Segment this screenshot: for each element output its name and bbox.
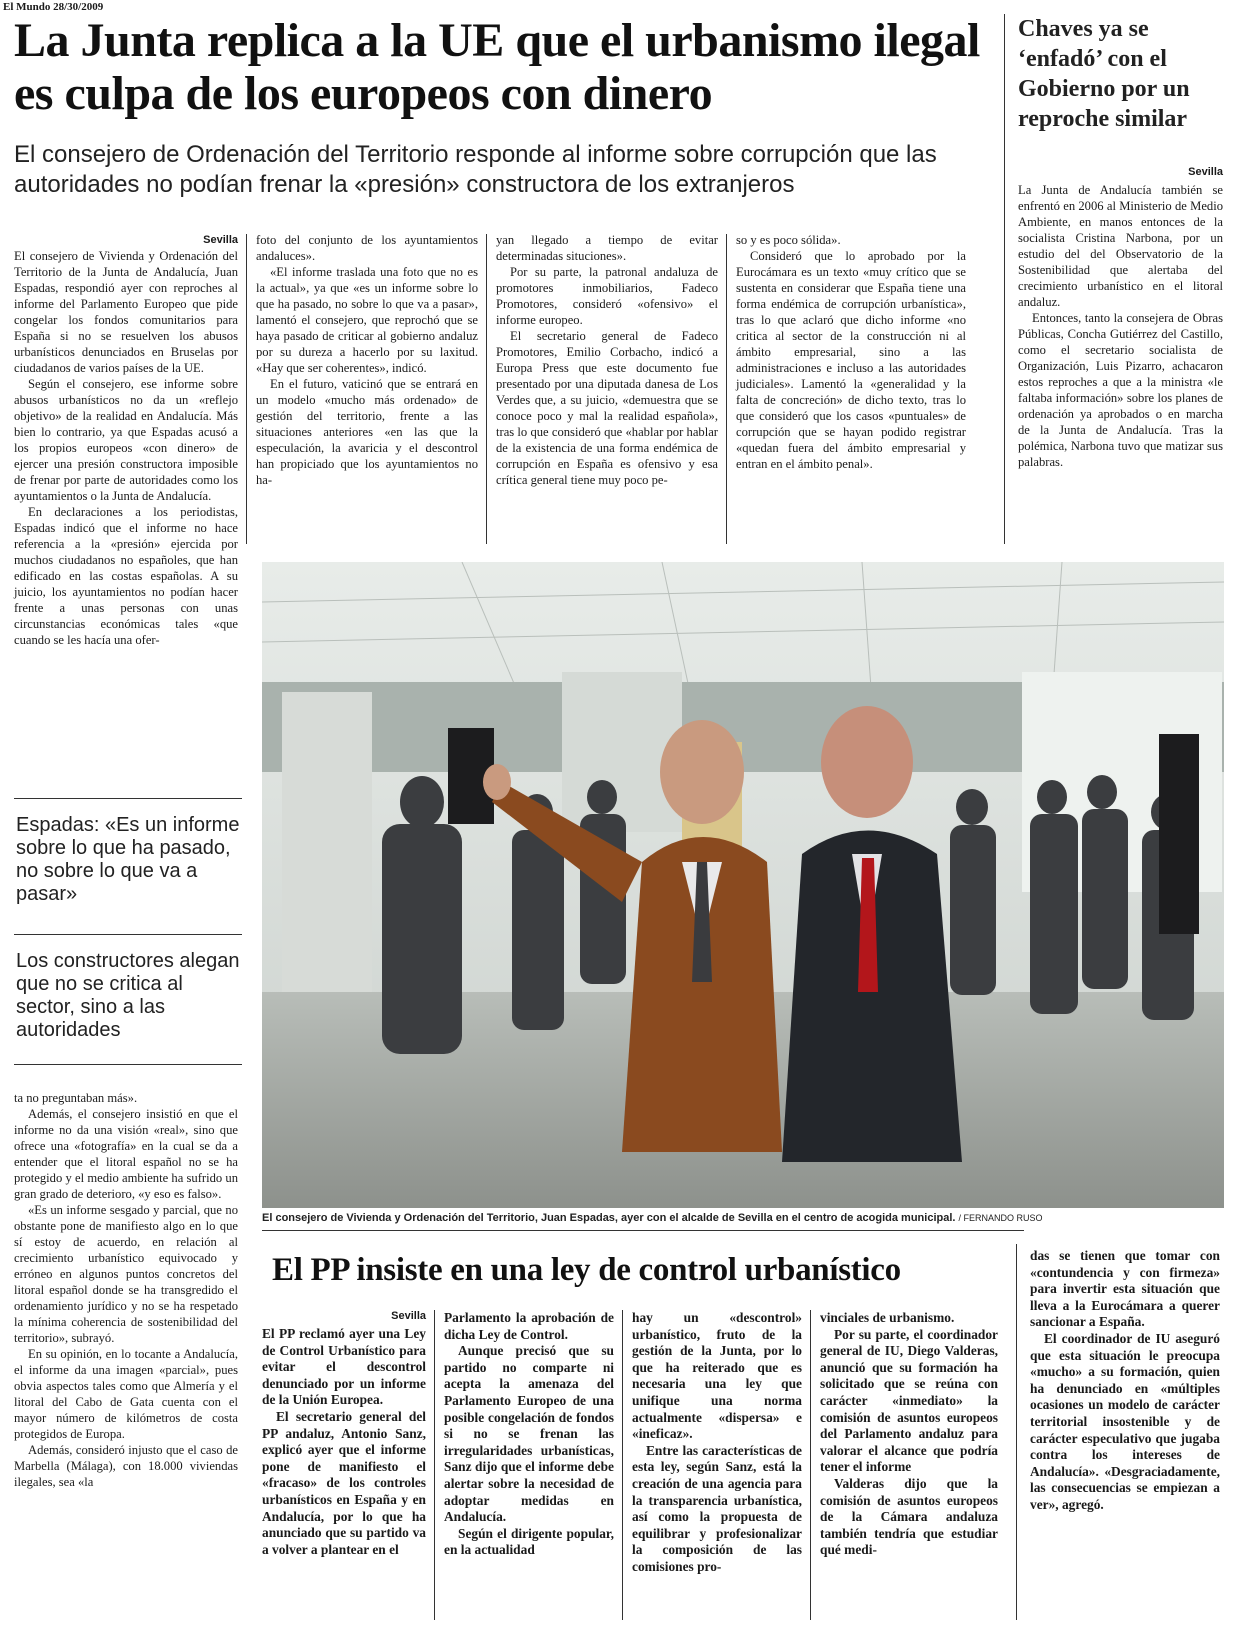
second-column-3	[632, 1310, 802, 1576]
main-paragraph: El secretario general de Fadeco Promotores, Emilio Corbacho, indicó a Europa Press que este documento fue presentado por una diputada danesa de Los Verdes que, a su juicio, «demuestra que se conoce poco y mal la realidad española», tras lo que consideró que «hablar por hablar de la existencia de una forma endémica de corrupción en España es ofensivo y esa crítica general tiene muy poco pe-	[496, 329, 718, 487]
second-paragraph: El PP reclamó ayer una Ley de Control Urbanístico para evitar el descontrol denunciado por un informe de la Unión Europea.	[262, 1326, 426, 1408]
main-city: Sevilla	[203, 234, 238, 246]
photo-caption	[262, 1212, 1224, 1224]
main-paragraph: «Es un informe sesgado y parcial, que no obstante pone de manifiesto algo en lo que sí estoy de acuerdo, en relación al crecimiento urbanístico equivocado y erróneo en algunos puntos concretos del litoral español donde se ha transgredido el ordenamiento jurídico y no se ha respetado la mínima coherencia de sostenibilidad del territorio», subrayó.	[14, 1203, 238, 1345]
main-subheadline: El consejero de Ordenación del Territorio responde al informe sobre corrupción que las autoridades no podían frenar la «presión» constructora de los extranjeros	[14, 141, 937, 198]
main-paragraph: foto del conjunto de los ayuntamientos andaluces».	[256, 233, 478, 263]
column-divider	[622, 1310, 623, 1620]
second-paragraph: das se tienen que tomar con «contundencia y con firmeza» para invertir esta situación que lleva a la Eurocámara a querer sancionar a España.	[1030, 1248, 1220, 1330]
column-divider	[486, 234, 487, 544]
second-paragraph: El coordinador de IU aseguró que esta situación le preocupa «mucho» a su formación, quien ha denunciado en «múltiples ocasiones un modelo de carácter territorial insostenible y de carácter especulativo que jugaba contra los intereses de Andalucía». «Desgraciadamente, las consecuencias se empiezan a ver», agregó.	[1030, 1330, 1220, 1512]
column-divider	[726, 234, 727, 544]
main-column-3	[496, 232, 718, 488]
main-paragraph: «El informe traslada una foto que no es la actual», ya que «es un informe sobre lo que ha pasado, no sobre lo que va a pasar», lamentó el consejero, que reprochó que se haya pasado de criticar al gobierno andaluz por su dureza a hacerlo por su laxitud. «Hay que ser coherentes», indicó.	[256, 265, 478, 375]
pullquote-rule	[14, 934, 242, 935]
main-paragraph: En el futuro, vaticinó que se entrará en un modelo «mucho más ordenado» de gestión del territorio, frente a las situaciones anteriores «en las que la especulación, la avaricia y el descontrol han propiciado que los ayuntamientos no ha-	[256, 377, 478, 487]
column-divider	[246, 234, 247, 544]
sidebar-body	[1018, 182, 1223, 470]
second-column-2	[444, 1310, 614, 1559]
second-paragraph: hay un «descontrol» urbanístico, fruto de la gestión de la Junta, por lo que ha reiterado que es necesaria una ley que unifique una norma actualmente «dispersa» e «ineficaz».	[632, 1310, 802, 1442]
second-paragraph: Entre las características de esta ley, según Sanz, está la creación de una agencia para la transparencia urbanística, así como la propuesta de equilibrar y profesionalizar la composición de las comisiones pro-	[632, 1442, 802, 1574]
news-photo	[262, 562, 1224, 1208]
second-headline: El PP insiste en una ley de control urbanístico	[272, 1252, 901, 1288]
second-paragraph: Aunque precisó que su partido no comparte ni acepta la amenaza del Parlamento Europeo de una posible congelación de fondos si no se frenan las irregularidades urbanísticas, Sanz dijo que el informe debe alertar sobre la necesidad de adoptar medidas en Andalucía.	[444, 1343, 614, 1525]
sidebar-divider	[1004, 14, 1005, 544]
pullquote-rule	[14, 1064, 242, 1065]
second-city: Sevilla	[391, 1310, 426, 1322]
main-paragraph: En declaraciones a los periodistas, Espadas indicó que el informe no hace referencia a la «presión» ejercida por muchos ciudadanos no españoles, que han edificado en las costas españolas. A su juicio, los ayuntamientos no podían hacer frente a unas personas con unas circunstancias económicas tales «que cuando se les hacía una ofer-	[14, 505, 238, 647]
sidebar-paragraph: Entonces, tanto la consejera de Obras Públicas, Concha Gutiérrez del Castillo, como el secretario socialista de Organización, Luis Pizarro, achacaron estos reproches a que a la ministra «le faltaba información» sobre los planes de ordenación ya aprobados o en marcha de la Junta de Andalucía. Tras la polémica, Narbona tuvo que matizar sus palabras.	[1018, 311, 1223, 469]
column-divider	[434, 1310, 435, 1620]
second-article-rule	[262, 1230, 1024, 1231]
main-paragraph: Según el consejero, ese informe sobre abusos urbanísticos no da un «reflejo objetivo» de la realidad en Andalucía. Más bien lo contrario, ya que Espadas acusó a los propios europeos «con dinero» de ejercer una presión constructora imposible de frenar por parte de autoridades como los ayuntamientos o la Junta de Andalucía.	[14, 377, 238, 503]
column-divider	[1016, 1244, 1017, 1620]
sidebar-headline: Chaves ya se ‘enfadó’ con el Gobierno por un reproche similar	[1018, 16, 1190, 132]
main-column-4	[736, 232, 966, 472]
second-paragraph: Por su parte, el coordinador general de IU, Diego Valderas, anunció que su formación ha solicitado que se reúna con carácter «inmediato» la comisión de asuntos europeos del Parlamento andaluz para valorar el alcance que podría tener el informe	[820, 1326, 998, 1475]
pull-quote-constructores: Los constructores alegan que no se critica al sector, sino a las autoridades	[16, 950, 240, 1041]
source-line: El Mundo 28/30/2009	[3, 1, 104, 13]
main-paragraph: Además, consideró injusto que el caso de Marbella (Málaga), con 18.000 viviendas ilegales, sea «la	[14, 1443, 238, 1489]
main-paragraph: yan llegado a tiempo de evitar determinadas situciones».	[496, 233, 718, 263]
second-paragraph: Valderas dijo que la comisión de asuntos europeos de la Cámara andaluza también tendría que estudiar qué medi-	[820, 1475, 998, 1558]
main-paragraph: Además, el consejero insistió en que el informe no da una visión «real», sino que ofrece una «fotografía» en la cual se da a entender que el litoral español no se ha protegido y el medio ambiente ha sufrido un gran grado de deterioro, «y eso es falso».	[14, 1107, 238, 1201]
second-column-1	[262, 1326, 426, 1558]
sidebar-paragraph: La Junta de Andalucía también se enfrentó en 2006 al Ministerio de Medio Ambiente, en manos entonces de la socialista Cristina Narbona, por un estudio del del Observatorio de la Sostenibilidad que alertaba del crecimiento urbanístico en el litoral andaluz.	[1018, 183, 1223, 309]
sidebar-city: Sevilla	[1188, 166, 1223, 178]
main-paragraph: En su opinión, en lo tocante a Andalucía, el informe da una imagen «parcial», pues obvia aspectos tales como que Almería y el litoral del Cabo de Gata cuenta con el mayor número de kilómetros de costa protegidos de Europa.	[14, 1347, 238, 1441]
main-paragraph: Consideró que lo aprobado por la Eurocámara es un texto «muy crítico que se sustenta en considerar que España tiene una forma endémica de corrupción urbanística», tras lo que aclaró que dicho informe «no critica al sector de la construcción ni al ámbito empresarial, sino a las administraciones e incluso a las autoridades judiciales». Lamentó la «generalidad y la falta de concreción» de dicho texto, tras lo que consideró que los casos «puntuales» de corrupción que se hayan podido registrar «quedan fuera del ámbito empresarial y entran en el ámbito penal».	[736, 249, 966, 471]
main-column-2	[256, 232, 478, 488]
main-paragraph: El consejero de Vivienda y Ordenación del Territorio de la Junta de Andalucía, Juan Espadas, respondió ayer con reproches al informe del Parlamento Europeo que pide congelar los fondos comunitarios para España si no se resuelven los abusos urbanísticos denunciados en Bruselas por ciudadanos de varios países de la UE.	[14, 249, 238, 375]
main-paragraph: Por su parte, la patronal andaluza de promotores inmobiliarios, Fadeco Promotores, consideró «ofensivo» el informe europeo.	[496, 265, 718, 327]
second-paragraph: Parlamento la aprobación de dicha Ley de Control.	[444, 1310, 614, 1342]
column-divider	[810, 1310, 811, 1620]
main-column-1	[14, 248, 238, 648]
pullquote-rule	[14, 798, 242, 799]
second-paragraph: vinciales de urbanismo.	[820, 1310, 955, 1325]
main-paragraph: ta no preguntaban más».	[14, 1091, 138, 1105]
pull-quote-espadas: Espadas: «Es un informe sobre lo que ha pasado, no sobre lo que va a pasar»	[16, 814, 240, 905]
main-headline: La Junta replica a la UE que el urbanismo ilegal es culpa de los europeos con dinero	[14, 14, 980, 120]
photo-caption-text: El consejero de Vivienda y Ordenación del Territorio, Juan Espadas, ayer con el alcalde de Sevilla en el centro de acogida municipal.	[262, 1212, 956, 1224]
main-paragraph: so y es poco sólida».	[736, 233, 841, 247]
main-column-1-continued	[14, 1090, 238, 1490]
second-paragraph: El secretario general del PP andaluz, Antonio Sanz, explicó ayer que el informe pone de manifiesto el «fracaso» de los controles urbanísticos en España y en Andalucía, por lo que ha anunciado que su partido va a volver a plantear en el	[262, 1408, 426, 1557]
second-column-5	[1030, 1248, 1220, 1514]
second-column-4	[820, 1310, 998, 1559]
photo-credit: / FERNANDO RUSO	[958, 1213, 1043, 1223]
second-paragraph: Según el dirigente popular, en la actualidad	[444, 1525, 614, 1558]
